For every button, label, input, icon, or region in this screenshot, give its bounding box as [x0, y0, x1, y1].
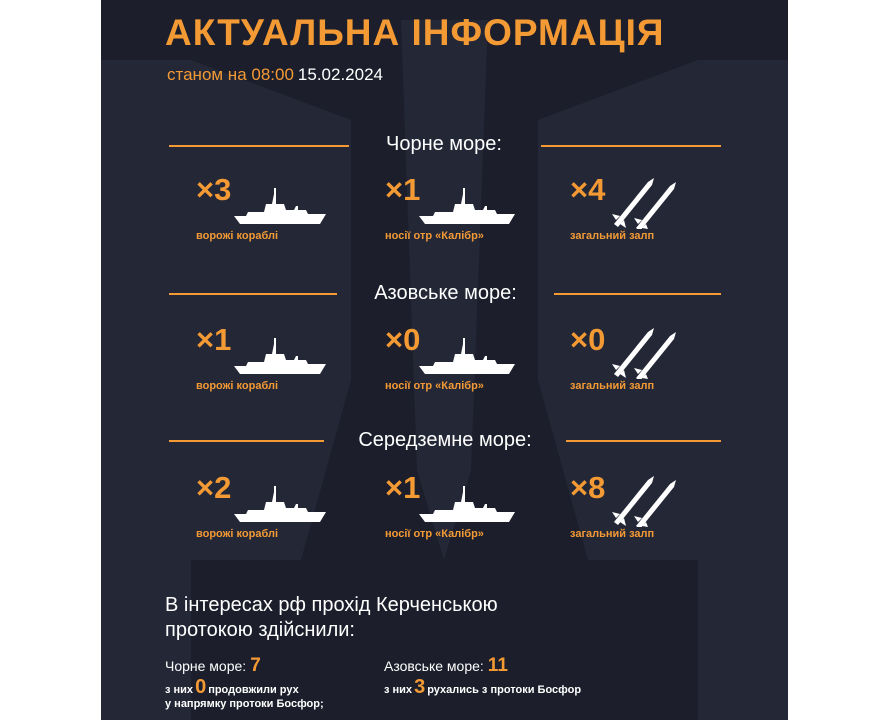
kerch-azov-sea-value: 11: [487, 655, 508, 676]
missile-icon: [608, 472, 688, 527]
ship-count: ×2: [196, 470, 232, 505]
date-line: [167, 65, 383, 85]
ship-caption: ворожі кораблі: [196, 528, 279, 540]
mediterranean-total-salvo: [570, 470, 730, 550]
detail-text: рухались з протоки Босфор: [427, 684, 582, 696]
kerch-note: [165, 593, 545, 643]
section-divider-left: [169, 293, 337, 295]
warship-icon: [234, 486, 326, 524]
ship-count: ×1: [196, 322, 232, 357]
kerch-black-sea-detail: [165, 676, 324, 711]
date-value: 15.02.2024: [297, 65, 384, 84]
section-divider-right: [554, 293, 721, 295]
section-title-mediterranean-sea: Середземне море:: [358, 429, 532, 451]
warship-icon: [419, 188, 515, 226]
carrier-count: ×1: [385, 172, 421, 207]
warship-icon: [419, 486, 515, 524]
salvo-caption: загальний залп: [570, 528, 655, 540]
salvo-count: ×0: [570, 322, 606, 357]
kerch-black-sea-label: Чорне море:: [165, 658, 247, 674]
section-divider-left: [169, 440, 324, 442]
azov-sea-enemy-ships: [196, 322, 356, 402]
carrier-caption: носії отр «Калібр»: [385, 528, 484, 540]
carrier-caption: носії отр «Калібр»: [385, 380, 484, 392]
section-divider-right: [541, 145, 721, 147]
kerch-azov-sea-label: Азовське море:: [384, 658, 484, 674]
detail-prefix: з них: [165, 684, 194, 696]
azov-sea-kalibr-carriers: [385, 322, 545, 402]
azov-sea-total-salvo: [570, 322, 730, 402]
ship-caption: ворожі кораблі: [196, 380, 279, 392]
kerch-black-sea-stat: [165, 655, 261, 677]
kerch-black-sea-value: 7: [250, 655, 261, 676]
date-label: станом на 08:00: [167, 65, 294, 84]
warship-icon: [234, 338, 326, 376]
ship-caption: ворожі кораблі: [196, 230, 279, 242]
missile-icon: [608, 324, 688, 379]
warship-icon: [234, 188, 326, 226]
kerch-azov-sea-stat: [384, 655, 508, 677]
detail-value: 3: [414, 676, 426, 698]
detail-text: продовжили рух: [208, 684, 299, 696]
detail-value: 0: [195, 676, 207, 698]
black-sea-enemy-ships: [196, 172, 356, 252]
salvo-count: ×8: [570, 470, 606, 505]
mediterranean-enemy-ships: [196, 470, 356, 550]
page-title: АКТУАЛЬНА ІНФОРМАЦІЯ: [165, 12, 665, 53]
carrier-caption: носії отр «Калібр»: [385, 230, 484, 242]
warship-icon: [419, 338, 515, 376]
carrier-count: ×1: [385, 470, 421, 505]
section-divider-left: [169, 145, 349, 147]
section-divider-right: [566, 440, 721, 442]
section-title-azov-sea: Азовське море:: [374, 282, 517, 304]
salvo-caption: загальний залп: [570, 380, 655, 392]
salvo-caption: загальний залп: [570, 230, 655, 242]
mediterranean-kalibr-carriers: [385, 470, 545, 550]
missile-icon: [608, 174, 688, 229]
carrier-count: ×0: [385, 322, 421, 357]
infographic-panel: [101, 0, 788, 720]
black-sea-kalibr-carriers: [385, 172, 545, 252]
kerch-note-line2: протокою здійснили:: [165, 619, 355, 641]
section-title-black-sea: Чорне море:: [386, 133, 502, 155]
kerch-azov-sea-detail: [384, 676, 582, 698]
salvo-count: ×4: [570, 172, 606, 207]
kerch-note-line1: В інтересах рф прохід Керченською: [165, 594, 498, 616]
ship-count: ×3: [196, 172, 232, 207]
black-sea-total-salvo: [570, 172, 730, 252]
detail-line2: у напрямку протоки Босфор;: [165, 698, 324, 710]
detail-prefix: з них: [384, 684, 413, 696]
